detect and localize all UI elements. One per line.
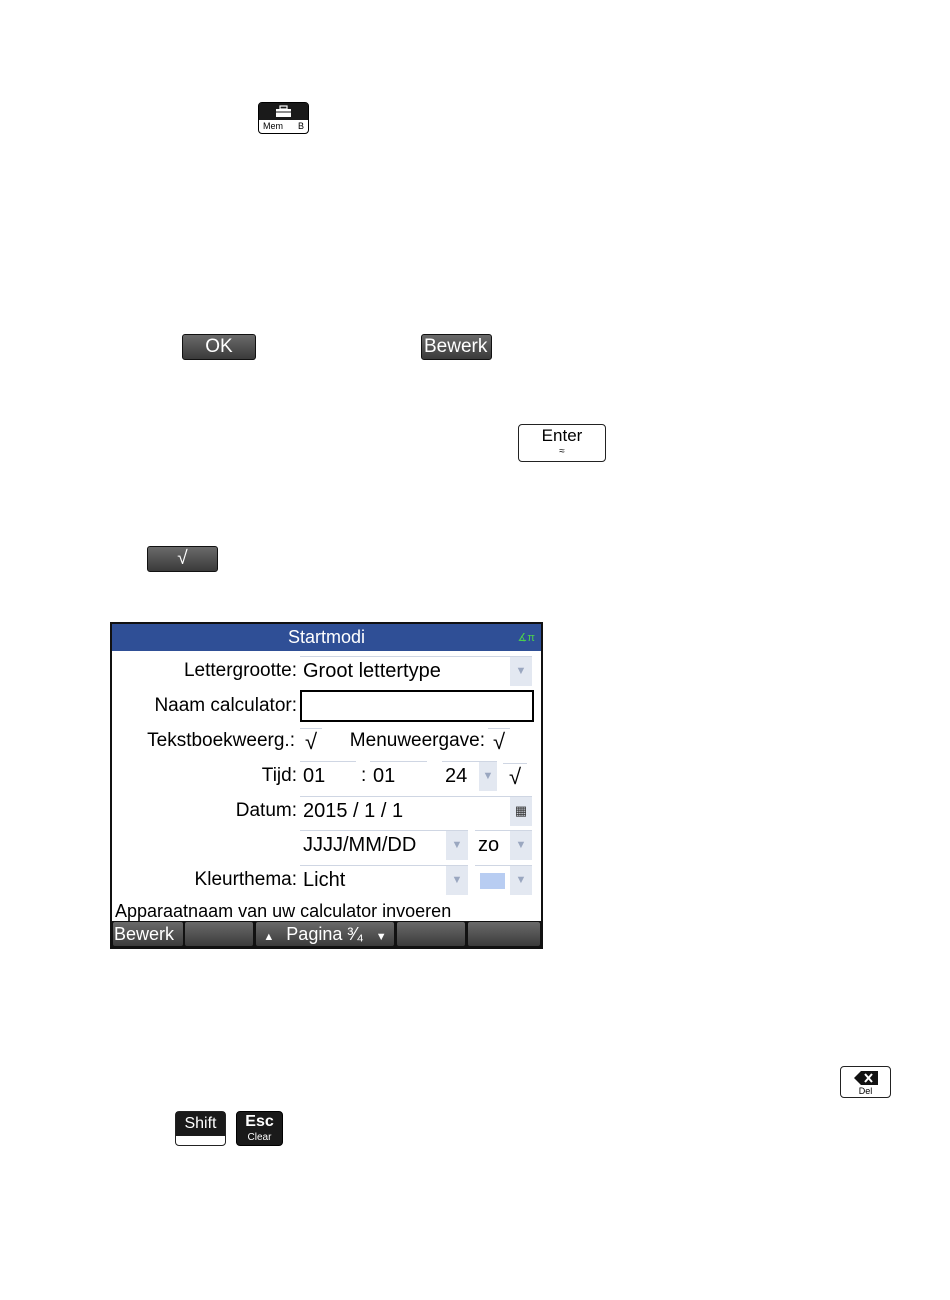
esc-key [236, 1111, 283, 1146]
time-format-value: 24 [445, 765, 468, 787]
chevron-down-icon: ▼ [510, 831, 532, 860]
check-icon: √ [508, 764, 522, 789]
date-format-select[interactable] [300, 830, 468, 860]
del-label: Del [858, 1086, 873, 1096]
calculator-name-input[interactable] [300, 690, 534, 722]
chevron-down-icon: ▼ [446, 866, 468, 895]
approx-label: ≈ [559, 446, 565, 457]
menu-empty-button-2[interactable] [185, 922, 253, 946]
mem-alt-label: B [297, 121, 304, 131]
date-value: 2015 / 1 / 1 [303, 800, 404, 822]
color-theme-select[interactable] [300, 865, 468, 895]
menu-display-checkbox[interactable] [488, 728, 510, 755]
time-separator: : [361, 765, 367, 786]
screen-title: Startmodi [287, 627, 366, 647]
time-hours-value: 01 [303, 765, 326, 787]
date-format-value: JJJJ/MM/DD [303, 834, 417, 856]
date-label: Datum: [235, 800, 297, 821]
clear-label: Clear [247, 1132, 272, 1143]
textbook-display-label: Tekstboekweerg.: [147, 730, 295, 751]
menu-empty-button-4[interactable] [397, 922, 465, 946]
color-swatch-select[interactable] [475, 865, 532, 895]
menu-empty-button-5[interactable] [468, 922, 540, 946]
date-input[interactable] [300, 796, 532, 826]
check-icon: √ [492, 729, 506, 754]
title-bar [112, 624, 541, 651]
chevron-down-icon: ▼ [446, 831, 468, 860]
time-hours-input[interactable] [300, 761, 356, 791]
font-size-select[interactable] [300, 656, 532, 686]
menu-display-label: Menuweergave: [349, 730, 485, 751]
esc-label: Esc [245, 1113, 274, 1130]
time-label: Tijd: [261, 765, 297, 786]
bewerk-softkey: Bewerk [421, 334, 492, 360]
calculator-name-label: Naam calculator: [154, 695, 297, 716]
calculator-screen [110, 622, 543, 949]
color-theme-value: Licht [303, 869, 346, 891]
textbook-display-checkbox[interactable] [300, 728, 322, 755]
toolbox-icon [259, 103, 308, 120]
shift-label: Shift [184, 1115, 217, 1132]
soft-menu-bar [112, 921, 541, 947]
shift-key [175, 1111, 226, 1146]
menu-page-button[interactable] [256, 922, 394, 946]
time-minutes-value: 01 [373, 765, 396, 787]
enter-label: Enter [541, 426, 583, 445]
font-size-label: Lettergrootte: [183, 660, 297, 681]
time-checkbox[interactable] [503, 763, 527, 790]
ok-softkey: OK [182, 334, 256, 360]
mem-label: Mem [263, 121, 283, 131]
del-key [840, 1066, 891, 1098]
enter-key [518, 424, 606, 462]
time-minutes-input[interactable] [370, 761, 427, 791]
color-swatch [480, 873, 505, 889]
check-softkey: √ [147, 546, 218, 572]
arrow-down-icon: ▼ [375, 931, 387, 943]
arrow-up-icon: ▲ [263, 931, 275, 943]
menu-page-label: Pagina ³⁄₄ [286, 924, 364, 944]
help-text: Apparaatnaam van uw calculator invoeren [115, 901, 452, 921]
chevron-down-icon: ▼ [510, 657, 532, 686]
week-start-value: zo [478, 834, 500, 856]
color-theme-label: Kleurthema: [194, 869, 297, 890]
mem-key [258, 102, 309, 134]
week-start-select[interactable] [475, 830, 532, 860]
menu-bewerk-button[interactable] [113, 922, 183, 946]
time-format-select[interactable] [442, 761, 497, 791]
check-icon: √ [304, 729, 318, 754]
chevron-down-icon: ▼ [479, 762, 497, 791]
calendar-icon[interactable]: ▦ [510, 797, 532, 826]
chevron-down-icon: ▼ [510, 866, 532, 895]
menu-bewerk-label: Bewerk [114, 924, 175, 944]
font-size-value: Groot lettertype [303, 660, 441, 682]
angle-mode-icon: ∡π [517, 632, 535, 644]
